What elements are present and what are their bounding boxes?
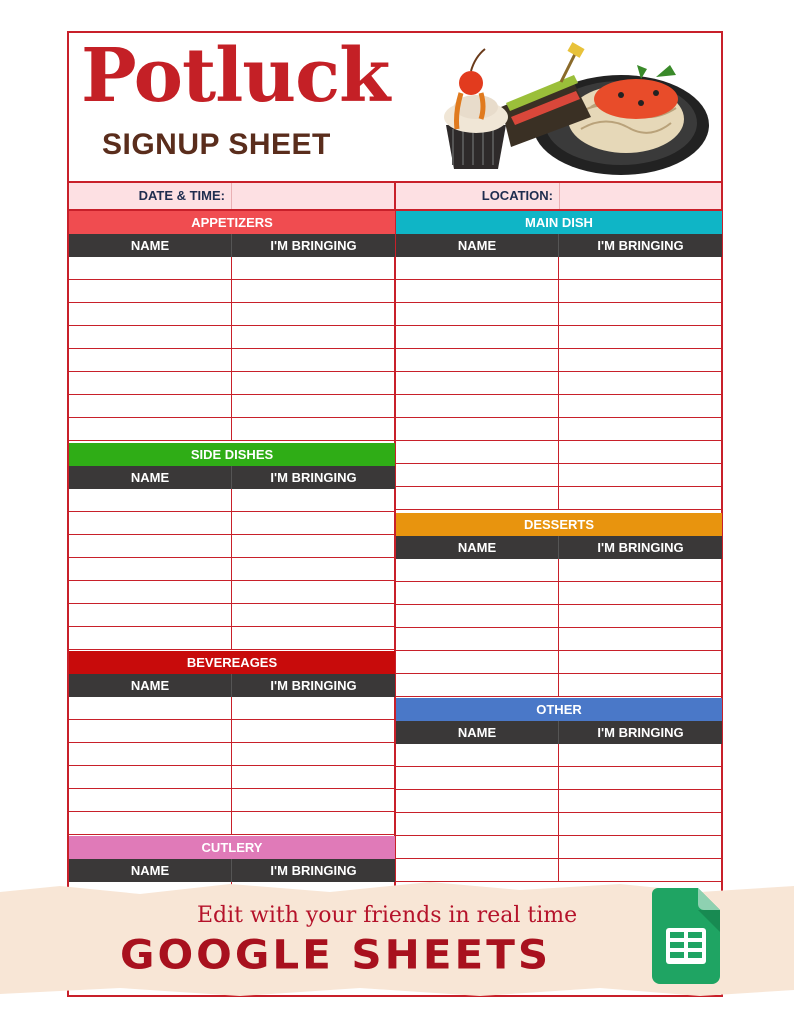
main-dish-rows[interactable] [396,257,722,510]
col-name: NAME [69,234,232,257]
other-rows[interactable] [396,744,722,882]
desserts-section [396,513,722,697]
date-time-label: DATE & TIME: [138,188,225,203]
page-subtitle: SIGNUP SHEET [102,128,331,161]
beverages-section [69,651,395,835]
google-sheets-icon [652,888,720,984]
section-title-other: OTHER [396,698,722,721]
col-name: NAME [396,536,559,559]
col-name: NAME [69,466,232,489]
header [69,33,721,181]
col-name: NAME [69,859,232,882]
other-section [396,698,722,882]
signup-sheet [67,31,723,997]
col-bringing: I'M BRINGING [597,725,684,740]
side-dishes-rows[interactable] [69,489,395,650]
location-label: LOCATION: [481,188,553,203]
col-bringing: I'M BRINGING [270,863,357,878]
section-title-beverages: BEVEREAGES [69,651,395,674]
col-bringing: I'M BRINGING [270,238,357,253]
main-dish-section [396,211,722,510]
banner-headline: GOOGLE SHEETS [120,931,552,978]
appetizers-rows[interactable] [69,257,395,441]
section-title-side-dishes: SIDE DISHES [69,443,395,466]
section-title-appetizers: APPETIZERS [69,211,395,234]
section-title-main-dish: MAIN DISH [396,211,722,234]
side-dishes-section [69,443,395,650]
col-name: NAME [396,234,559,257]
col-name: NAME [69,674,232,697]
col-bringing: I'M BRINGING [270,470,357,485]
col-bringing: I'M BRINGING [597,238,684,253]
beverages-rows[interactable] [69,697,395,835]
col-bringing: I'M BRINGING [597,540,684,555]
food-illustration-icon [441,37,711,177]
appetizers-section [69,211,395,441]
section-title-desserts: DESSERTS [396,513,722,536]
page-title: Potluck [81,33,390,119]
col-name: NAME [396,721,559,744]
col-bringing: I'M BRINGING [270,678,357,693]
section-title-cutlery: CUTLERY [69,836,395,859]
banner-tagline: Edit with your friends in real time [197,903,578,928]
desserts-rows[interactable] [396,559,722,697]
